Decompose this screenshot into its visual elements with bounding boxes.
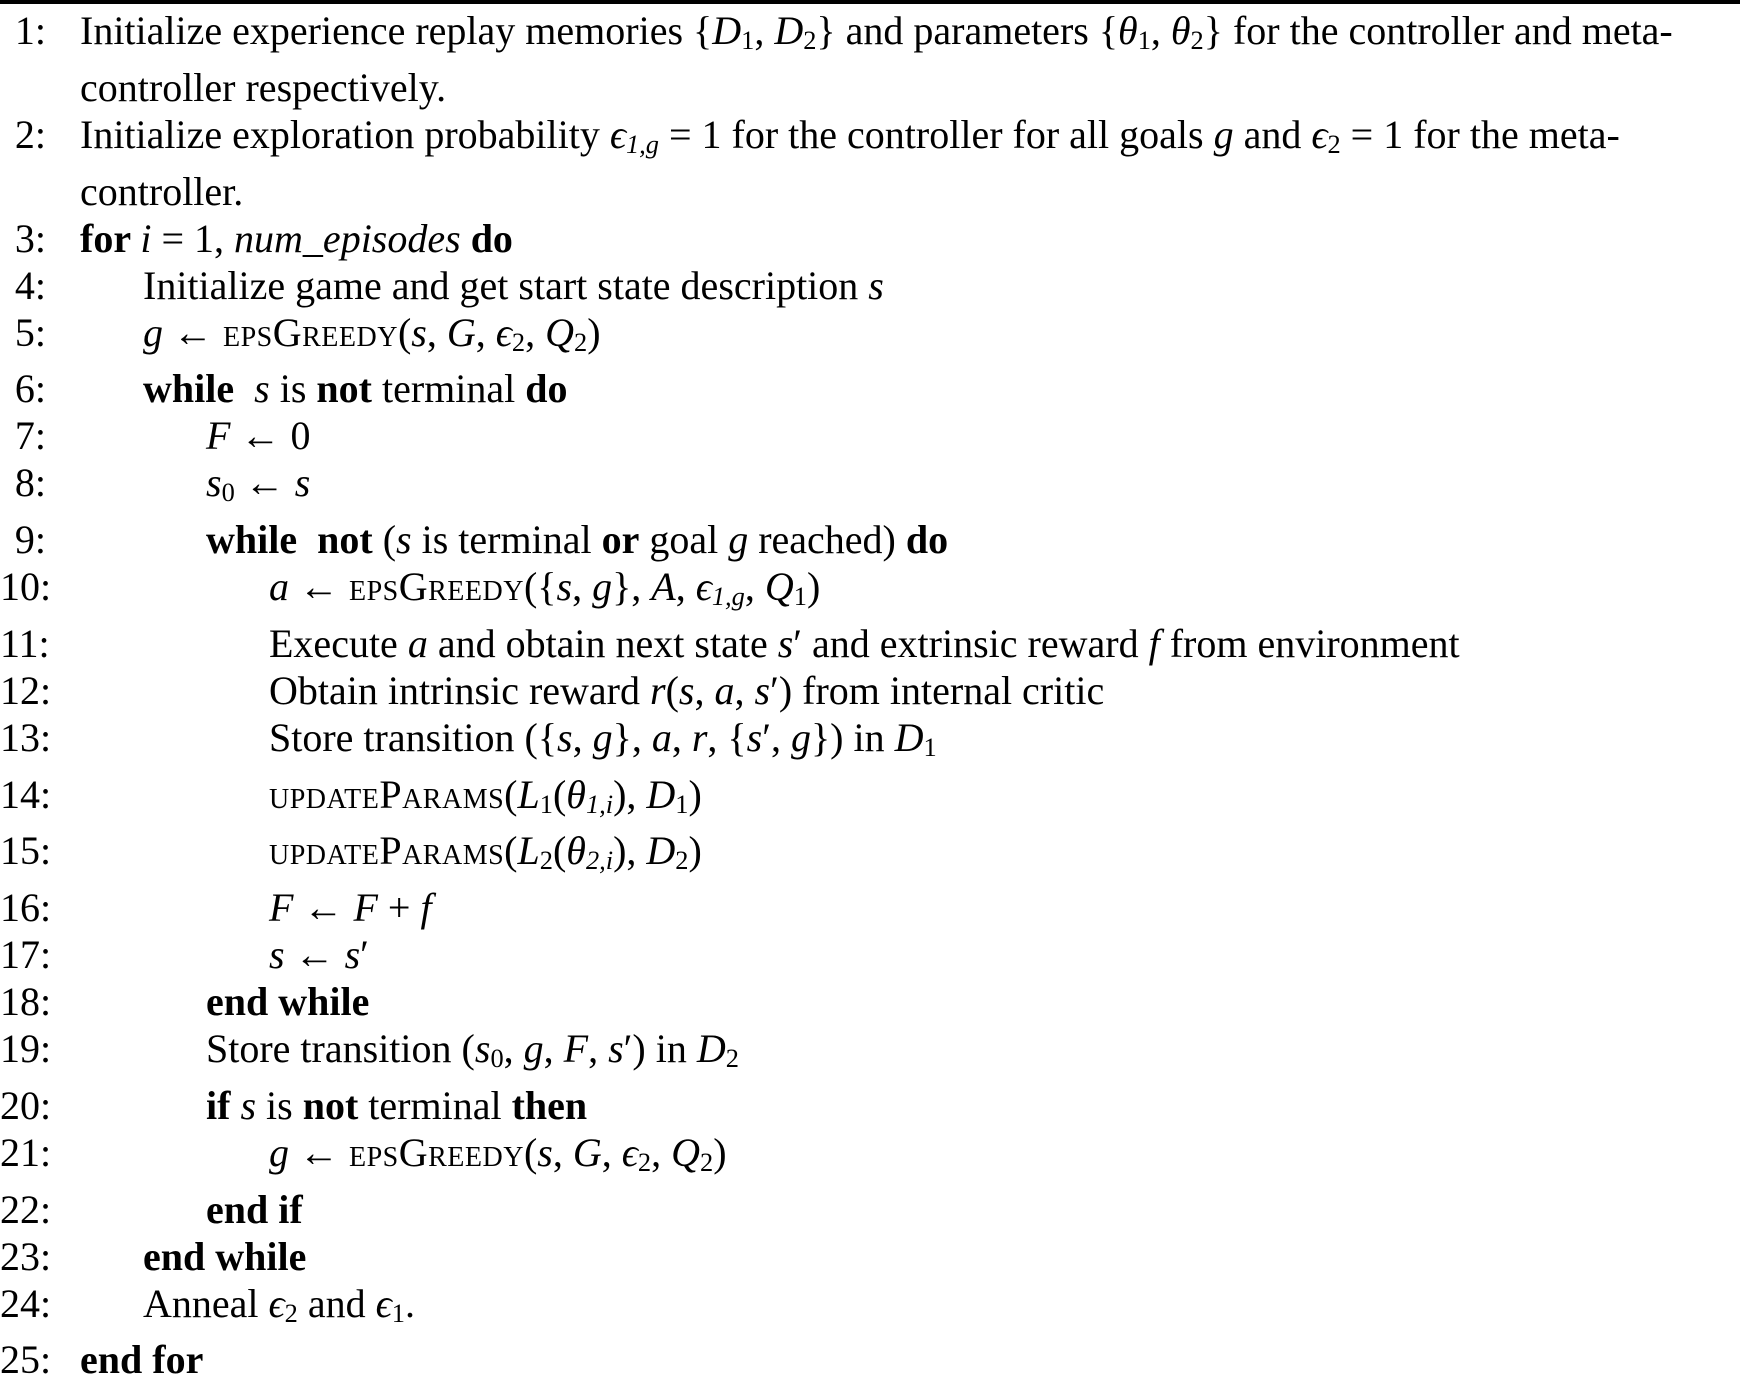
line-content xyxy=(46,309,1740,366)
text-segment: s xyxy=(777,620,794,666)
text-segment: 2 xyxy=(675,845,689,875)
text-segment: ′ xyxy=(360,932,369,977)
line-number: 18: xyxy=(0,979,52,1024)
text-segment: , xyxy=(675,564,696,609)
text-segment: 2 xyxy=(699,1146,714,1177)
text-segment: for xyxy=(80,215,141,261)
text-segment: g xyxy=(523,1026,544,1071)
text-segment: D xyxy=(696,1026,726,1071)
text-segment: , xyxy=(588,1026,609,1071)
line-content xyxy=(46,1082,1740,1129)
line-number: 6: xyxy=(14,366,46,412)
text-segment: Q xyxy=(545,309,574,355)
text-segment: ) xyxy=(688,771,702,817)
text-segment: ϵ xyxy=(495,309,512,355)
line-content xyxy=(46,1280,1740,1337)
text-segment: epsGreedy xyxy=(349,564,524,609)
algorithm-line xyxy=(0,365,1740,412)
line-number: 24: xyxy=(0,1280,52,1326)
text-segment: s xyxy=(754,667,771,713)
text-segment: , xyxy=(734,667,755,713)
text-segment: A xyxy=(651,564,676,609)
algorithm-line xyxy=(0,1082,1740,1129)
text-segment: ← xyxy=(234,460,295,506)
text-segment: s xyxy=(557,714,573,760)
algorithm-line xyxy=(0,412,1740,459)
line-number: 15: xyxy=(0,828,52,874)
text-segment: s xyxy=(746,714,763,760)
text-segment: end while xyxy=(143,1233,307,1279)
text-segment: θ xyxy=(566,828,586,874)
algorithm-line xyxy=(0,309,1740,366)
text-segment: 2,i xyxy=(585,845,614,875)
line-number: 11: xyxy=(0,620,50,666)
text-segment: , xyxy=(651,1129,672,1175)
text-segment: or xyxy=(601,517,640,562)
text-segment: ϵ xyxy=(1311,111,1328,157)
text-segment: is xyxy=(269,366,317,412)
text-segment: 2 xyxy=(803,24,817,55)
text-segment: updateParams xyxy=(269,828,505,874)
text-segment: a xyxy=(651,714,672,760)
text-segment: D xyxy=(646,828,676,874)
line-number: 13: xyxy=(0,714,52,760)
text-segment: Anneal xyxy=(143,1280,269,1326)
algorithm-line xyxy=(0,1336,1740,1383)
text-segment: }, xyxy=(612,564,652,609)
line-content xyxy=(46,412,1740,459)
line-number: 23: xyxy=(0,1233,52,1279)
text-segment: 1 xyxy=(793,580,807,611)
text-segment: ), xyxy=(613,771,647,817)
text-segment: r xyxy=(650,667,666,713)
text-segment: ( xyxy=(397,309,412,355)
line-content xyxy=(46,771,1740,828)
algorithm-line xyxy=(0,215,1740,262)
text-segment: G xyxy=(572,1129,602,1175)
line-number: 4: xyxy=(14,262,46,308)
algorithm-line xyxy=(0,7,1740,111)
text-segment: Execute xyxy=(269,620,408,666)
line-number: 14: xyxy=(0,771,52,817)
text-segment: s xyxy=(344,932,361,977)
text-segment: g xyxy=(728,517,749,562)
line-content xyxy=(46,1336,1740,1383)
text-segment: Initialize exploration probability xyxy=(80,111,610,157)
text-segment: ) xyxy=(587,309,601,355)
text-segment: s xyxy=(556,564,573,609)
text-segment: end for xyxy=(80,1337,204,1383)
text-segment: 2 xyxy=(725,1042,739,1073)
text-segment: , { xyxy=(707,714,747,760)
algorithm-line xyxy=(0,1280,1740,1337)
text-segment: 1,i xyxy=(585,788,614,819)
text-segment: s xyxy=(537,1129,553,1175)
line-content xyxy=(46,111,1740,215)
algorithm-line xyxy=(0,667,1740,714)
text-segment: 1,g xyxy=(711,580,745,611)
algorithm-line xyxy=(0,931,1740,978)
algorithm-line xyxy=(0,1129,1740,1186)
text-segment: D xyxy=(774,8,804,53)
text-segment: F xyxy=(206,413,231,459)
text-segment: ) xyxy=(713,1129,727,1175)
text-segment: s xyxy=(240,1082,257,1128)
text-segment: 2 xyxy=(539,845,553,875)
text-segment: 2 xyxy=(637,1146,652,1177)
text-segment: }, xyxy=(612,714,652,760)
algorithm-line xyxy=(0,1025,1740,1082)
algorithm-line xyxy=(0,620,1740,667)
text-segment: do xyxy=(460,215,513,261)
text-segment: = 1 for the meta-controller. xyxy=(80,111,1620,214)
text-segment: Store transition ({ xyxy=(269,714,558,760)
text-segment: , xyxy=(601,1129,622,1175)
text-segment: 2 xyxy=(573,326,588,357)
text-segment: D xyxy=(712,8,742,53)
line-number: 3: xyxy=(14,215,46,261)
line-number: 21: xyxy=(0,1129,52,1175)
line-number: 2: xyxy=(14,111,46,157)
line-content xyxy=(46,978,1740,1025)
text-segment: f xyxy=(1148,620,1160,666)
text-segment: , xyxy=(475,309,496,355)
line-content xyxy=(46,516,1740,563)
algorithm-line xyxy=(0,771,1740,828)
text-segment: end while xyxy=(206,979,370,1024)
text-segment: θ xyxy=(1118,8,1138,53)
text-segment: g xyxy=(143,309,163,355)
text-segment: not xyxy=(302,1082,359,1128)
text-segment: a xyxy=(269,564,289,609)
line-content xyxy=(46,563,1740,620)
line-number: 16: xyxy=(0,885,52,930)
line-content xyxy=(46,1233,1740,1280)
text-segment: ( xyxy=(523,1129,538,1175)
text-segment: Initialize game and get start state description xyxy=(143,262,869,308)
text-segment: D xyxy=(646,771,676,817)
text-segment: 2 xyxy=(1327,128,1341,159)
text-segment: ← xyxy=(284,932,345,977)
text-segment: updateParams xyxy=(269,771,505,817)
text-segment: ( xyxy=(504,828,518,874)
text-segment: ′ and extrinsic reward xyxy=(793,620,1149,666)
text-segment: , xyxy=(671,714,692,760)
line-content xyxy=(46,827,1740,884)
text-segment: ( xyxy=(504,771,518,817)
text-segment: and xyxy=(297,1280,376,1326)
text-segment: ( xyxy=(552,771,567,817)
text-segment: 1 xyxy=(675,788,689,819)
text-segment: g xyxy=(592,714,613,760)
text-segment: + xyxy=(377,885,421,930)
text-segment: s xyxy=(294,460,311,506)
text-segment: , xyxy=(552,1129,573,1175)
text-segment: while not xyxy=(206,517,383,562)
text-segment: ← xyxy=(163,309,223,355)
line-number: 7: xyxy=(14,413,46,459)
text-segment: L xyxy=(517,771,540,817)
text-segment: = 1 for the controller for all goals xyxy=(658,111,1214,157)
text-segment: while xyxy=(143,366,255,412)
text-segment: a xyxy=(407,620,428,666)
text-segment: 1 xyxy=(539,788,553,819)
text-segment: ) xyxy=(688,828,702,874)
line-number: 5: xyxy=(14,309,46,355)
text-segment: , xyxy=(754,8,775,53)
text-segment: s xyxy=(474,1026,491,1071)
algorithm-line xyxy=(0,1186,1740,1233)
text-segment: ϵ xyxy=(695,564,712,609)
text-segment: s xyxy=(608,1026,624,1071)
algorithm-line xyxy=(0,563,1740,620)
text-segment: terminal xyxy=(358,1082,512,1128)
text-segment: epsGreedy xyxy=(349,1129,524,1175)
text-segment: g xyxy=(269,1129,289,1175)
text-segment: g xyxy=(592,564,613,609)
text-segment: ( xyxy=(382,517,397,562)
text-segment: } and parameters { xyxy=(816,8,1119,53)
line-content xyxy=(46,262,1740,309)
text-segment: θ xyxy=(1170,8,1191,53)
line-content xyxy=(46,667,1740,714)
text-segment: ϵ xyxy=(621,1129,638,1175)
text-segment: . xyxy=(404,1280,415,1326)
text-segment: ), xyxy=(613,828,647,874)
text-segment: 1 xyxy=(1137,24,1151,55)
text-segment: , xyxy=(426,309,447,355)
line-content xyxy=(46,459,1740,516)
text-segment: s xyxy=(396,517,412,562)
text-segment: reached) xyxy=(748,517,906,562)
text-segment: } for the controller and meta-controller respectively. xyxy=(80,8,1673,110)
text-segment: , xyxy=(694,667,715,713)
text-segment: s xyxy=(206,460,222,506)
line-content xyxy=(46,1129,1740,1186)
text-segment: 1 xyxy=(741,24,755,55)
text-segment: if xyxy=(206,1082,241,1128)
text-segment: 1,g xyxy=(625,128,659,159)
text-segment: , xyxy=(503,1026,524,1071)
line-number: 9: xyxy=(14,517,46,562)
algorithm xyxy=(0,4,1740,1383)
algorithm-line xyxy=(0,884,1740,931)
text-segment: ϵ xyxy=(268,1280,285,1326)
line-number: 8: xyxy=(14,460,46,506)
text-segment: r xyxy=(691,714,708,760)
text-segment: s xyxy=(411,309,427,355)
text-segment: f xyxy=(420,885,432,930)
text-segment: Store transition ( xyxy=(206,1026,475,1071)
line-number: 17: xyxy=(0,932,52,977)
text-segment: s xyxy=(678,667,695,713)
line-number: 22: xyxy=(0,1186,52,1232)
algorithm-line xyxy=(0,1233,1740,1280)
text-segment: F xyxy=(353,885,378,930)
text-segment: = 1, xyxy=(151,215,235,261)
text-segment: is terminal xyxy=(411,517,602,562)
algorithm-line xyxy=(0,978,1740,1025)
text-segment: D xyxy=(894,714,924,760)
text-segment: ϵ xyxy=(375,1280,392,1326)
text-segment: ( xyxy=(552,828,567,874)
line-content xyxy=(46,620,1740,667)
line-number: 10: xyxy=(0,564,52,609)
text-segment: then xyxy=(511,1082,588,1128)
text-segment: G xyxy=(446,309,476,355)
text-segment: s xyxy=(269,932,285,977)
line-content xyxy=(46,7,1740,111)
text-segment: do xyxy=(905,517,949,562)
text-segment: 1 xyxy=(391,1297,405,1328)
line-content xyxy=(46,1186,1740,1233)
line-content xyxy=(46,714,1740,771)
text-segment: g xyxy=(1213,111,1234,157)
line-content xyxy=(46,1025,1740,1082)
algorithm-line xyxy=(0,714,1740,771)
line-content xyxy=(46,365,1740,412)
text-segment: not xyxy=(316,366,372,412)
text-segment: ← xyxy=(289,1129,349,1175)
text-segment: , xyxy=(572,714,593,760)
text-segment: ← xyxy=(293,885,354,930)
text-segment: is xyxy=(256,1082,303,1128)
algorithm-line xyxy=(0,111,1740,215)
line-number: 12: xyxy=(0,667,52,713)
line-number: 20: xyxy=(0,1082,52,1128)
text-segment: 0 xyxy=(490,1042,504,1073)
text-segment: ← 0 xyxy=(230,413,311,459)
text-segment: Initialize experience replay memories { xyxy=(80,8,713,53)
text-segment: , xyxy=(525,309,546,355)
algorithm-line xyxy=(0,516,1740,563)
text-segment: L xyxy=(517,828,540,874)
text-segment: i xyxy=(140,215,152,261)
text-segment: ← xyxy=(289,564,349,609)
text-segment: goal xyxy=(639,517,729,562)
text-segment: Obtain intrinsic reward xyxy=(269,667,650,713)
line-number: 25: xyxy=(0,1337,52,1383)
text-segment: Q xyxy=(671,1129,700,1175)
text-segment: ( xyxy=(665,667,679,713)
algorithm-line xyxy=(0,827,1740,884)
text-segment: 2 xyxy=(511,326,526,357)
text-segment: and xyxy=(1233,111,1312,157)
text-segment: ′) in xyxy=(623,1026,697,1071)
text-segment: , xyxy=(1150,8,1171,53)
text-segment: 0 xyxy=(221,477,235,507)
text-segment: , xyxy=(572,564,593,609)
text-segment: Q xyxy=(764,564,794,609)
text-segment: epsGreedy xyxy=(223,309,398,355)
line-number: 1: xyxy=(14,8,46,53)
text-segment: ϵ xyxy=(609,111,626,157)
text-segment: num_episodes xyxy=(234,215,461,261)
line-content xyxy=(46,215,1740,262)
text-segment: θ xyxy=(566,771,586,817)
text-segment: s xyxy=(868,262,884,308)
text-segment: 2 xyxy=(284,1297,298,1328)
line-content xyxy=(46,931,1740,978)
text-segment: end if xyxy=(206,1186,303,1232)
text-segment: , xyxy=(744,564,765,609)
text-segment: }) in xyxy=(810,714,895,760)
text-segment: ′) from internal critic xyxy=(770,667,1105,713)
text-segment: g xyxy=(790,714,811,760)
text-segment: a xyxy=(714,667,735,713)
algorithm-line xyxy=(0,262,1740,309)
text-segment: s xyxy=(254,366,270,412)
text-segment: and obtain next state xyxy=(427,620,778,666)
algorithm-line xyxy=(0,459,1740,516)
text-segment: F xyxy=(563,1026,589,1071)
line-content xyxy=(46,884,1740,931)
text-segment: ) xyxy=(806,564,821,609)
text-segment: terminal xyxy=(371,366,526,412)
text-segment: 1 xyxy=(923,731,937,762)
text-segment: , xyxy=(543,1026,564,1071)
line-number: 19: xyxy=(0,1026,52,1071)
text-segment: F xyxy=(269,885,294,930)
text-segment: 2 xyxy=(1190,24,1204,55)
text-segment: ′, xyxy=(762,714,791,760)
text-segment: from environment xyxy=(1159,620,1460,666)
text-segment: do xyxy=(525,366,568,412)
text-segment: ({ xyxy=(523,564,557,609)
